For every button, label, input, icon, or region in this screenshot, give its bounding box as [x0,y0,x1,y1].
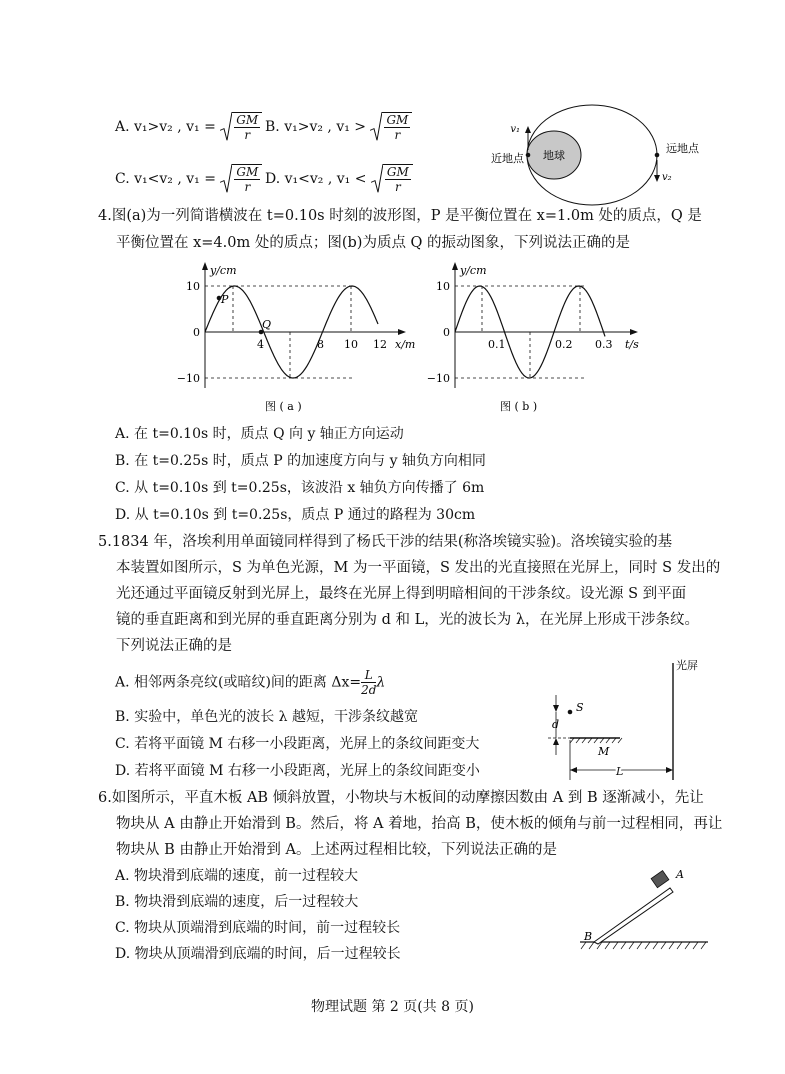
page-footer: 物理试题 第 2 页(共 8 页) [311,999,474,1015]
q5-stem-line1: 5.1834 年，洛埃利用单面镜同样得到了杨氏干涉的结果(称洛埃镜实验)。洛埃镜实验的基 [98,534,673,550]
q6-stem-line1: 6.如图所示，平直木板 AB 倾斜放置，小物块与木板间的动摩擦因数由 A 到 B 逐渐减小，先让 [98,790,704,806]
q6-option-d: D. 物块从顶端滑到底端的时间，后一过程较长 [115,946,401,962]
q5-option-c: C. 若将平面镜 M 右移一小段距离，光屏上的条纹间距变大 [115,736,480,752]
svg-text:4: 4 [257,338,264,351]
svg-text:v₁: v₁ [510,124,520,135]
svg-text:t/s: t/s [625,338,639,351]
svg-text:0.2: 0.2 [555,338,573,351]
q6-incline-diagram [570,860,715,955]
q3-option-c: C. v₁<v₂ , v₁ = $\frac{GM}{r}$ [115,164,262,194]
svg-text:10: 10 [436,280,450,293]
q3-option-b: B. v₁>v₂ , v₁ > $\frac{GM}{r}$ [265,112,412,142]
q4-stem-line2: 平衡位置在 x=4.0m 处的质点；图(b)为质点 Q 的振动图象，下列说法正确的是 [116,235,631,251]
q4-figure-a [170,258,430,418]
svg-text:L: L [616,765,624,778]
perigee-label: 近地点 [491,152,524,165]
q4-figure-b [420,258,660,418]
svg-text:12: 12 [373,338,387,351]
q6-option-a: A. 物块滑到底端的速度，前一过程较大 [115,868,359,884]
earth-label: 地球 [543,149,565,162]
q5-stem-line4: 镜的垂直距离和到光屏的垂直距离分别为 d 和 L，光的波长为 λ，在光屏上形成干涉条纹。 [116,612,700,628]
svg-text:v₂: v₂ [662,172,672,183]
apogee-label: 远地点 [666,142,699,155]
q4-option-b: B. 在 t=0.25s 时，质点 P 的加速度方向与 y 轴负方向相同 [115,453,486,469]
q6-option-b: B. 物块滑到底端的速度，后一过程较大 [115,894,359,910]
svg-text:8: 8 [317,338,324,351]
screen-label: 光屏 [676,659,698,672]
svg-text:−10: −10 [176,372,200,385]
q4-option-d: D. 从 t=0.10s 到 t=0.25s，质点 P 通过的路程为 30cm [115,507,476,523]
q5-option-a: A. 相邻两条亮纹(或暗纹)间的距离 Δx= $\frac{L}{2d}$ λ [115,668,386,697]
q6-option-c: C. 物块从顶端滑到底端的时间，前一过程较长 [115,920,401,936]
q5-stem-line2: 本装置如图所示，S 为单色光源，M 为一平面镜，S 发出的光直接照在光屏上，同时 S 发出的 [116,560,721,576]
q5-option-b: B. 实验中，单色光的波长 λ 越短，干涉条纹越宽 [115,709,418,725]
svg-text:A: A [676,868,684,881]
svg-text:y/cm: y/cm [460,264,487,277]
svg-text:M: M [598,745,610,758]
svg-text:S: S [576,701,584,714]
q6-stem-line3: 物块从 B 由静止开始滑到 A。上述两过程相比较，下列说法正确的是 [116,842,557,858]
svg-text:0.1: 0.1 [488,338,506,351]
svg-text:10: 10 [344,338,358,351]
q4-stem-line1: 4.图(a)为一列简谐横波在 t=0.10s 时刻的波形图，P 是平衡位置在 x=1.0m 处的质点，Q 是 [98,208,702,224]
point-q-label: Q [262,318,272,331]
q3-orbit-diagram [490,100,720,210]
svg-text:B: B [584,930,593,943]
q3-option-d: D. v₁<v₂ , v₁ < $\frac{GM}{r}$ [265,164,413,194]
q4-option-a: A. 在 t=0.10s 时，质点 Q 向 y 轴正方向运动 [115,426,404,442]
point-p-label: P [221,293,229,306]
svg-text:0: 0 [193,326,200,339]
figure-b-caption: 图 ( b ) [500,400,538,413]
svg-text:10: 10 [186,280,200,293]
figure-a-caption: 图 ( a ) [265,400,302,413]
q4-option-c: C. 从 t=0.10s 到 t=0.25s，该波沿 x 轴负方向传播了 6m [115,480,485,496]
q5-lloyd-mirror-diagram [540,655,720,785]
q3-option-a: A. v₁>v₂ , v₁ = $\frac{GM}{r}$ [115,112,262,142]
q5-stem-line5: 下列说法正确的是 [116,638,232,654]
svg-text:0.3: 0.3 [595,338,613,351]
svg-text:x/m: x/m [395,338,416,351]
svg-text:−10: −10 [426,372,450,385]
svg-text:d: d [552,718,560,731]
q5-option-d: D. 若将平面镜 M 右移一小段距离，光屏上的条纹间距变小 [115,763,480,779]
q6-stem-line2: 物块从 A 由静止开始滑到 B。然后，将 A 着地，抬高 B，使木板的倾角与前一过程相同，再让 [116,816,723,832]
svg-text:0: 0 [443,326,450,339]
q5-stem-line3: 光还通过平面镜反射到光屏上，最终在光屏上得到明暗相间的干涉条纹。设光源 S 到平面 [116,586,687,602]
svg-text:y/cm: y/cm [210,264,237,277]
